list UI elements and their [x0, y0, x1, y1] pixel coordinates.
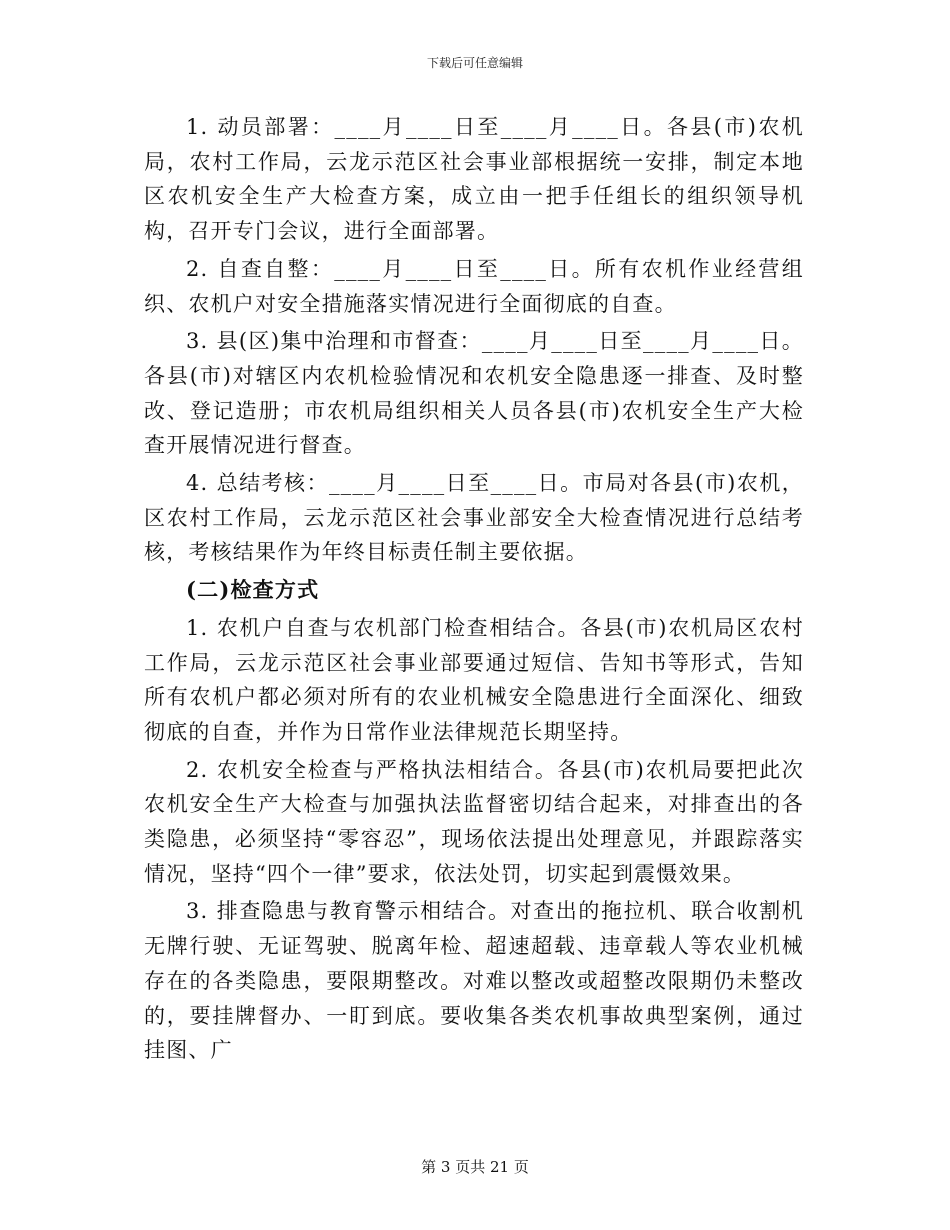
- paragraph-self-inspection: 2. 自查自整：____月____日至____日。所有农机作业经营组织、农机户对安全措施落实情况进行全面彻底的自查。: [144, 256, 804, 316]
- paragraph-summary-assessment: 4. 总结考核：____月____日至____日。市局对各县(市)农机，区农村工作局，云龙示范区社会事业部安全大检查情况进行总结考核，考核结果作为年终目标责任制主要依据。: [144, 471, 804, 565]
- document-body: [144, 110, 804, 1068]
- page-header: 下载后可任意编辑: [426, 56, 523, 70]
- paragraph-mobilization: 1. 动员部署：____月____日至____月____日。各县(市)农机局，农村工作局，云龙示范区社会事业部根据统一安排，制定本地区农机安全生产大检查方案，成立由一把手任组长的组织领导机构，召开专门会议，进行全面部署。: [144, 115, 804, 244]
- paragraph-method-3: 3. 排查隐患与教育警示相结合。对查出的拖拉机、联合收割机无牌行驶、无证驾驶、脱离年检、超速超载、违章载人等农业机械存在的各类隐患，要限期整改。对难以整改或超整改限期仍未整改的，要挂牌督办、一盯到底。要收集各类农机事故典型案例，通过挂图、广: [144, 899, 804, 1063]
- paragraph-county-governance: 3. 县(区)集中治理和市督查：____月____日至____月____日。各县(市)对辖区内农机检验情况和农机安全隐患逐一排查、及时整改、登记造册；市农机局组织相关人员各县(市)农机安全生产大检查开展情况进行督查。: [144, 329, 804, 458]
- paragraph-method-1: 1. 农机户自查与农机部门检查相结合。各县(市)农机局区农村工作局，云龙示范区社会事业部要通过短信、告知书等形式，告知所有农机户都必须对所有的农业机械安全隐患进行全面深化、细致彻底的自查，并作为日常作业法律规范长期坚持。: [144, 615, 804, 744]
- section-heading-inspection-methods: (二)检查方式: [186, 577, 320, 603]
- page-footer: 第 3 页共 21 页: [421, 1158, 529, 1176]
- paragraph-method-2: 2. 农机安全检查与严格执法相结合。各县(市)农机局要把此次农机安全生产大检查与加强执法监督密切结合起来，对排查出的各类隐患，必须坚持“零容忍”，现场依法提出处理意见，并跟踪落实情况，坚持“四个一律”要求，依法处罚，切实起到震慑效果。: [144, 757, 804, 886]
